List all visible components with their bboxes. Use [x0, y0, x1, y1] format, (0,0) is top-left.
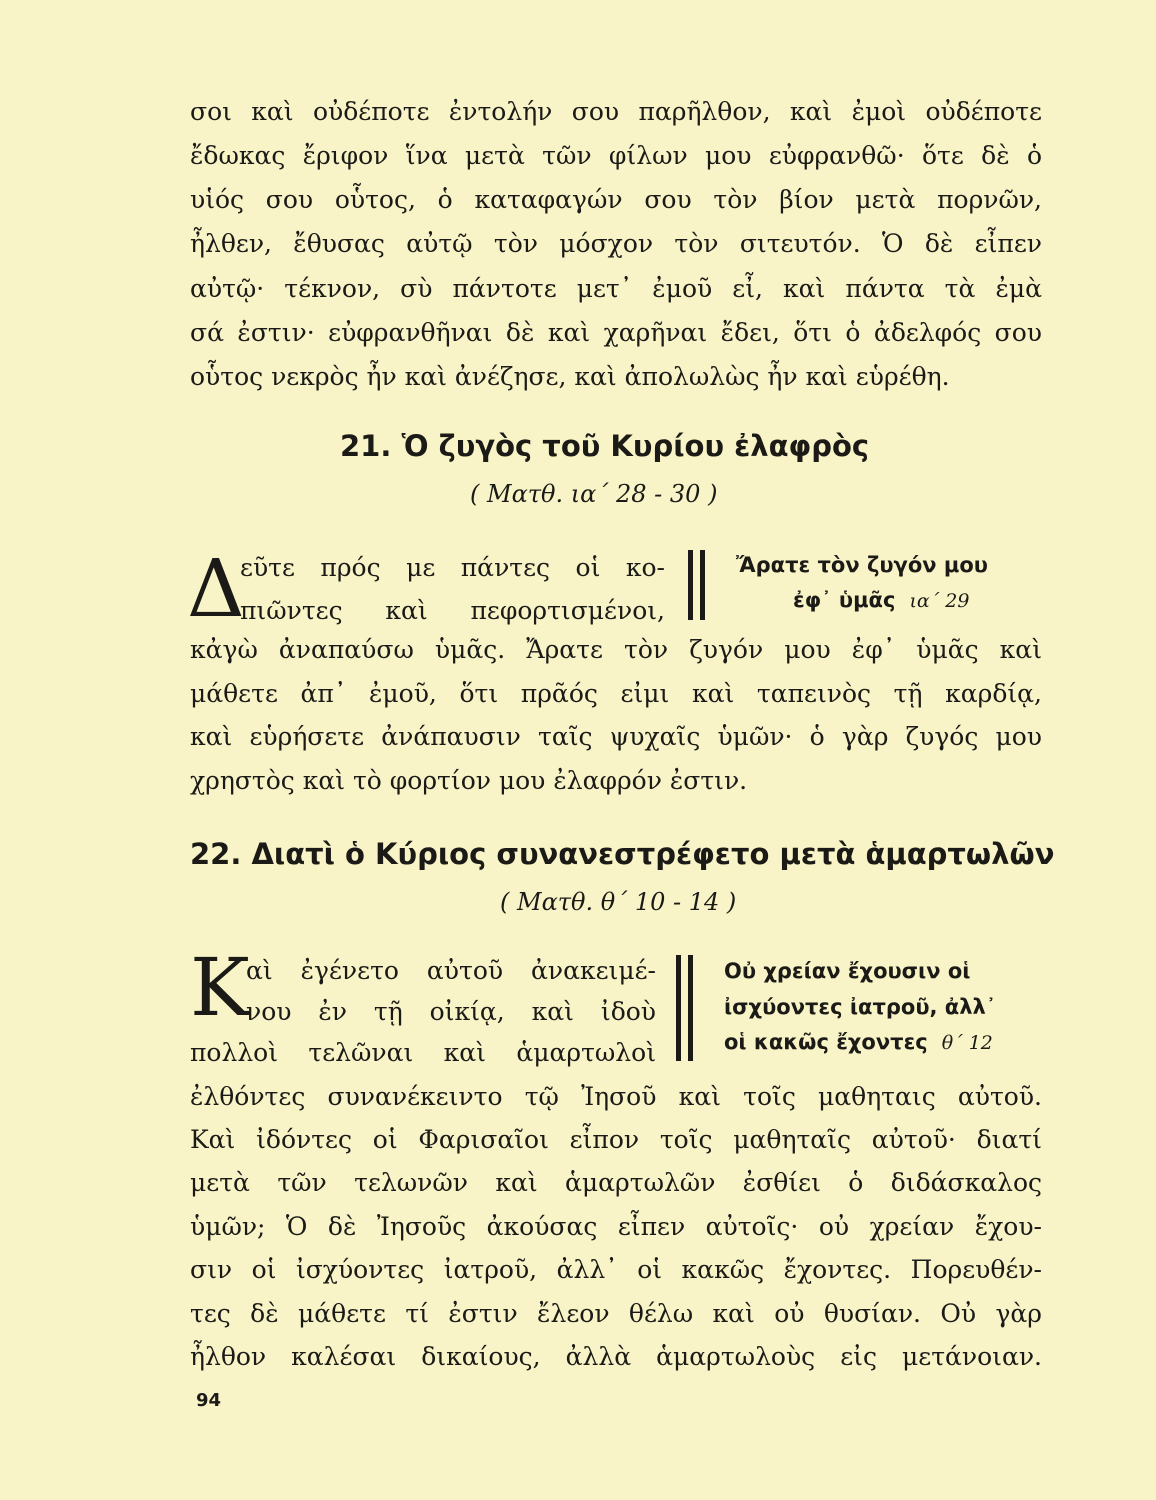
- sidebar-quote-line: Ἄρατε τὸν ζυγόν μου: [736, 553, 988, 577]
- lead-line: νου ἐν τῇ οἰκίᾳ, καὶ ἰδοὺ: [246, 997, 656, 1026]
- text-line: μετὰ τῶν τελωνῶν καὶ ἁμαρτωλῶν ἐσθίει ὁ διδάσκαλος: [190, 1168, 1042, 1197]
- text-line: κἀγὼ ἀναπαύσω ὑμᾶς. Ἄρατε τὸν ζυγόν μου ἐφ᾽ ὑμᾶς καὶ: [190, 635, 1042, 664]
- text-line: χρηστὸς καὶ τὸ φορτίον μου ἐλαφρόν ἐστιν.: [190, 766, 748, 795]
- verse-reference: ια΄ 29: [909, 590, 970, 612]
- verse-reference: θ΄ 12: [941, 1032, 993, 1054]
- drop-cap: Δ: [187, 542, 245, 635]
- text-line: αὐτῷ· τέκνον, σὺ πάντοτε μετ᾽ ἐμοῦ εἶ, καὶ πάντα τὰ ἐμὰ: [190, 274, 1042, 303]
- divider-bar: [700, 550, 705, 620]
- text-line: τες δὲ μάθετε τί ἐστιν ἔλεον θέλω καὶ οὐ θυσίαν. Οὐ γὰρ: [190, 1299, 1042, 1328]
- lead-line: πιῶντες καὶ πεφορτισμένοι,: [240, 596, 665, 625]
- text-line: ἦλθον καλέσαι δικαίους, ἀλλὰ ἁμαρτωλοὺς εἰς μετάνοιαν.: [190, 1342, 1042, 1371]
- section-heading: 22. Διατὶ ὁ Κύριος συνανεστρέφετο μετὰ ἁμαρτωλῶν: [190, 837, 1055, 871]
- text-line: καὶ εὑρήσετε ἀνάπαυσιν ταῖς ψυχαῖς ὑμῶν· ὁ γὰρ ζυγός μου: [190, 722, 1042, 751]
- lead-line: αὶ ἐγένετο αὐτοῦ ἀνακειμέ-: [246, 956, 656, 985]
- lead-line: πολλοὶ τελῶναι καὶ ἁμαρτωλοὶ: [190, 1038, 656, 1067]
- drop-cap: Κ: [190, 941, 250, 1034]
- page-number: 94: [196, 1390, 222, 1411]
- scripture-reference: ( Ματθ. θ΄ 10 - 14 ): [500, 888, 737, 916]
- text-line: μάθετε ἀπ᾽ ἐμοῦ, ὅτι πρᾶός εἰμι καὶ ταπεινὸς τῇ καρδίᾳ,: [190, 679, 1042, 708]
- text-line: σά ἐστιν· εὐφρανθῆναι δὲ καὶ χαρῆναι ἔδει, ὅτι ὁ ἀδελφός σου: [190, 318, 1042, 347]
- text-line: Καὶ ἰδόντες οἱ Φαρισαῖοι εἶπον τοῖς μαθηταῖς αὐτοῦ· διατί: [190, 1125, 1042, 1154]
- text-line: ἔδωκας ἔριφον ἵνα μετὰ τῶν φίλων μου εὐφρανθῶ· ὅτε δὲ ὁ: [190, 141, 1042, 170]
- sidebar-quote-line: [793, 583, 969, 618]
- text-line: ὑμῶν; Ὁ δὲ Ἰησοῦς ἀκούσας εἶπεν αὐτοῖς· οὐ χρείαν ἔχου-: [190, 1212, 1042, 1241]
- sidebar-quote-text: οἱ κακῶς ἔχοντες: [724, 1030, 928, 1054]
- section-heading: 21. Ὁ ζυγὸς τοῦ Κυρίου ἐλαφρὸς: [340, 429, 870, 463]
- sidebar-quote-text: ἐφ᾽ ὑμᾶς: [793, 588, 896, 612]
- text-line: υἱός σου οὗτος, ὁ καταφαγών σου τὸν βίον μετὰ πορνῶν,: [190, 185, 1042, 214]
- text-line: σοι καὶ οὐδέποτε ἐντολήν σου παρῆλθον, καὶ ἐμοὶ οὐδέποτε: [190, 97, 1042, 126]
- text-line: σιν οἱ ἰσχύοντες ἰατροῦ, ἀλλ᾽ οἱ κακῶς ἔχοντες. Πορευθέν-: [190, 1255, 1042, 1284]
- sidebar-quote-line: Οὐ χρείαν ἔχουσιν οἱ: [724, 959, 971, 983]
- sidebar-quote-line: [724, 1025, 993, 1060]
- text-line: οὗτος νεκρὸς ἦν καὶ ἀνέζησε, καὶ ἀπολωλὼς ἦν καὶ εὑρέθη.: [190, 362, 950, 391]
- sidebar-quote-line: ἰσχύοντες ἰατροῦ, ἀλλ᾽: [724, 995, 997, 1019]
- text-line: ἐλθόντες συνανέκειντο τῷ Ἰησοῦ καὶ τοῖς μαθηταις αὐτοῦ.: [190, 1082, 1042, 1111]
- scripture-reference: ( Ματθ. ια΄ 28 - 30 ): [470, 480, 718, 508]
- divider-bar: [688, 550, 693, 620]
- divider-bar: [688, 955, 693, 1061]
- divider-bar: [676, 955, 681, 1061]
- lead-line: εῦτε πρός με πάντες οἱ κο-: [240, 553, 665, 582]
- text-line: ἦλθεν, ἔθυσας αὐτῷ τὸν μόσχον τὸν σιτευτόν. Ὁ δὲ εἶπεν: [190, 229, 1042, 258]
